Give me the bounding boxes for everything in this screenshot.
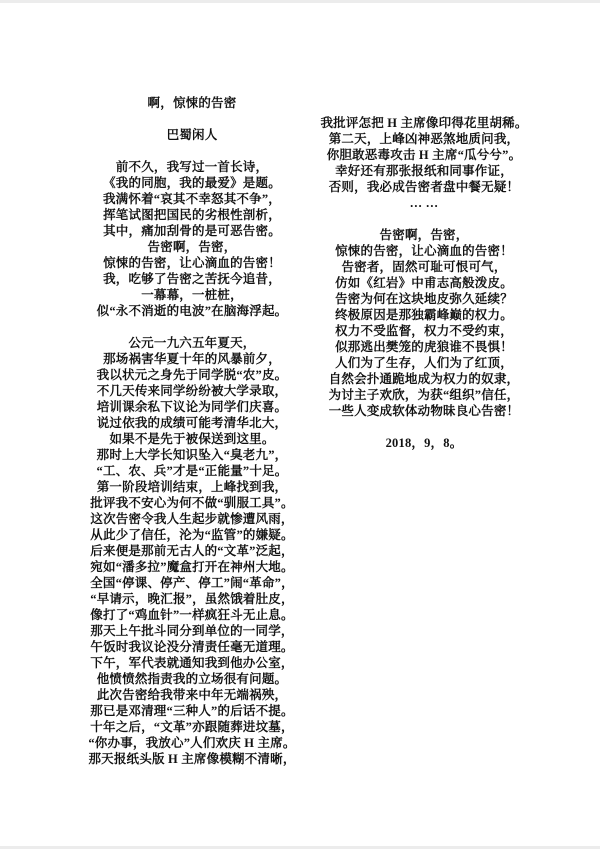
poem-stanza [292, 435, 556, 451]
poem-line: 告密为何在这块地皮弥久延续？ [335, 292, 513, 306]
right-column [292, 115, 556, 467]
poem-stanza [40, 95, 344, 111]
poem-line: 全国“停课、停产、停工”闹“革命”， [90, 576, 294, 590]
poem-line: 似那逃出樊笼的虎狼谁不畏惧！ [335, 340, 513, 354]
poem-line: … … [409, 196, 439, 210]
poem-line: 人们为了生存，人们为了红顶， [335, 356, 513, 370]
poem-line: 告密啊，告密， [147, 240, 237, 254]
poem-line: 前不久，我写过一首长诗， [115, 160, 269, 174]
poem-line: 你胆敢恶毒攻击 H 主席“瓜兮兮”。 [326, 148, 522, 162]
poem-line: 告密啊，告密， [379, 228, 469, 242]
poem-date: 2018，9，8。 [385, 436, 463, 450]
poem-line: 我满怀着“哀其不幸怒其不争”， [102, 192, 281, 206]
poem-line: 说过依我的成绩可能考清华北大， [96, 416, 288, 430]
poem-line: 那天报纸头版 H 主席像模糊不清晰， [88, 752, 296, 766]
poem-line: 培训课余私下议论为同学们庆喜。 [96, 400, 288, 414]
poem-line: 下午，军代表就通知我到他办公室， [90, 656, 294, 670]
poem-stanza [292, 227, 556, 419]
poem-line: “你办事，我放心”人们欢庆 H 主席。 [88, 736, 296, 750]
poem-line: 自然会扑通跪地成为权力的奴隶， [328, 372, 520, 386]
poem-line: 后来便是那前无古人的“文革”泛起， [90, 544, 294, 558]
poem-line: 那时上大学长知识坠入“臭老九”， [96, 448, 288, 462]
poem-line: 他愤愤然指责我的立场很有问题。 [96, 672, 288, 686]
poem-line: 那场祸害华夏十年的风暴前夕， [103, 352, 281, 366]
poem-line: 幸好还有那张报纸和同事作证， [335, 164, 513, 178]
poem-line: 第一阶段培训结束，上峰找到我， [96, 480, 288, 494]
poem-title: 啊，惊悚的告密 [147, 96, 237, 110]
poem-line: 十年之后，“文革”亦跟随葬进坟墓， [90, 720, 294, 734]
poem-line: 似“永不消逝的电波”在脑海浮起。 [96, 304, 288, 318]
poem-line: 否则，我必成告密者盘中餐无疑！ [328, 180, 520, 194]
poem-line: 那天上午批斗同分到单位的一同学， [90, 624, 294, 638]
poem-line: 一幕幕，一桩桩， [141, 288, 243, 302]
poem-line: 批评我不安心为何不做“驯服工具”。 [90, 496, 294, 510]
poem-line: 《我的同胞，我的最爱》是题。 [103, 176, 281, 190]
poem-line: 为讨主子欢欣，为获“组织”信任， [328, 388, 520, 402]
poem-line: 仿如《红岩》中甫志高般泼皮。 [335, 276, 513, 290]
poem-line: 第二天，上峰凶神恶煞地质问我， [328, 132, 520, 146]
poem-line: 公元一九六五年夏天， [128, 336, 256, 350]
poem-line: 从此少了信任，沦为“监管”的嫌疑。 [90, 528, 294, 542]
poem-line: 告密者，固然可耻可恨可气， [341, 260, 507, 274]
poem-line: 权力不受监督，权力不受约束， [335, 324, 513, 338]
poem-line: 宛如“潘多拉”魔盒打开在神州大地。 [90, 560, 294, 574]
poem-line: 我，吃够了告密之苦抚今追昔， [103, 272, 281, 286]
poem-line: 这次告密令我人生起步就惨遭风雨， [90, 512, 294, 526]
poem-line: 挥笔试图把国民的劣根性剖析， [103, 208, 281, 222]
poem-line: “工、农、兵”才是“正能量”十足。 [96, 464, 288, 478]
poem-line: 此次告密给我带来中年无端祸殃， [96, 688, 288, 702]
poem-line: 惊悚的告密，让心滴血的告密！ [335, 244, 513, 258]
poem-line: “早请示，晚汇报”，虽然饿着肚皮， [90, 592, 294, 606]
poem-line: 其中，痛加刮骨的是可恶告密。 [103, 224, 281, 238]
poem-line: 像打了“鸡血针”一样疯狂斗无止息。 [90, 608, 294, 622]
poem-line: 如果不是先于被保送到这里。 [109, 432, 275, 446]
poem-line: 那已是邓清理“三种人”的后话不提。 [90, 704, 294, 718]
page-top-edge [0, 0, 600, 3]
poem-line: 午饭时我议论没分清责任毫无道理。 [90, 640, 294, 654]
poem-line: 我批评怎把 H 主席像印得花里胡稀。 [320, 116, 528, 130]
poem-line: 不几天传来同学纷纷被大学录取， [96, 384, 288, 398]
poem-line: 我以状元之身先于同学脱“农”皮。 [96, 368, 288, 382]
poem-line: 惊悚的告密，让心滴血的告密！ [103, 256, 281, 270]
poem-line: 终极原因是那独霸峰巅的权力。 [335, 308, 513, 322]
poem-line: 一些人变成软体动物昧良心告密！ [328, 404, 520, 418]
poem-author: 巴蜀闲人 [166, 128, 218, 142]
poem-stanza [292, 115, 556, 211]
